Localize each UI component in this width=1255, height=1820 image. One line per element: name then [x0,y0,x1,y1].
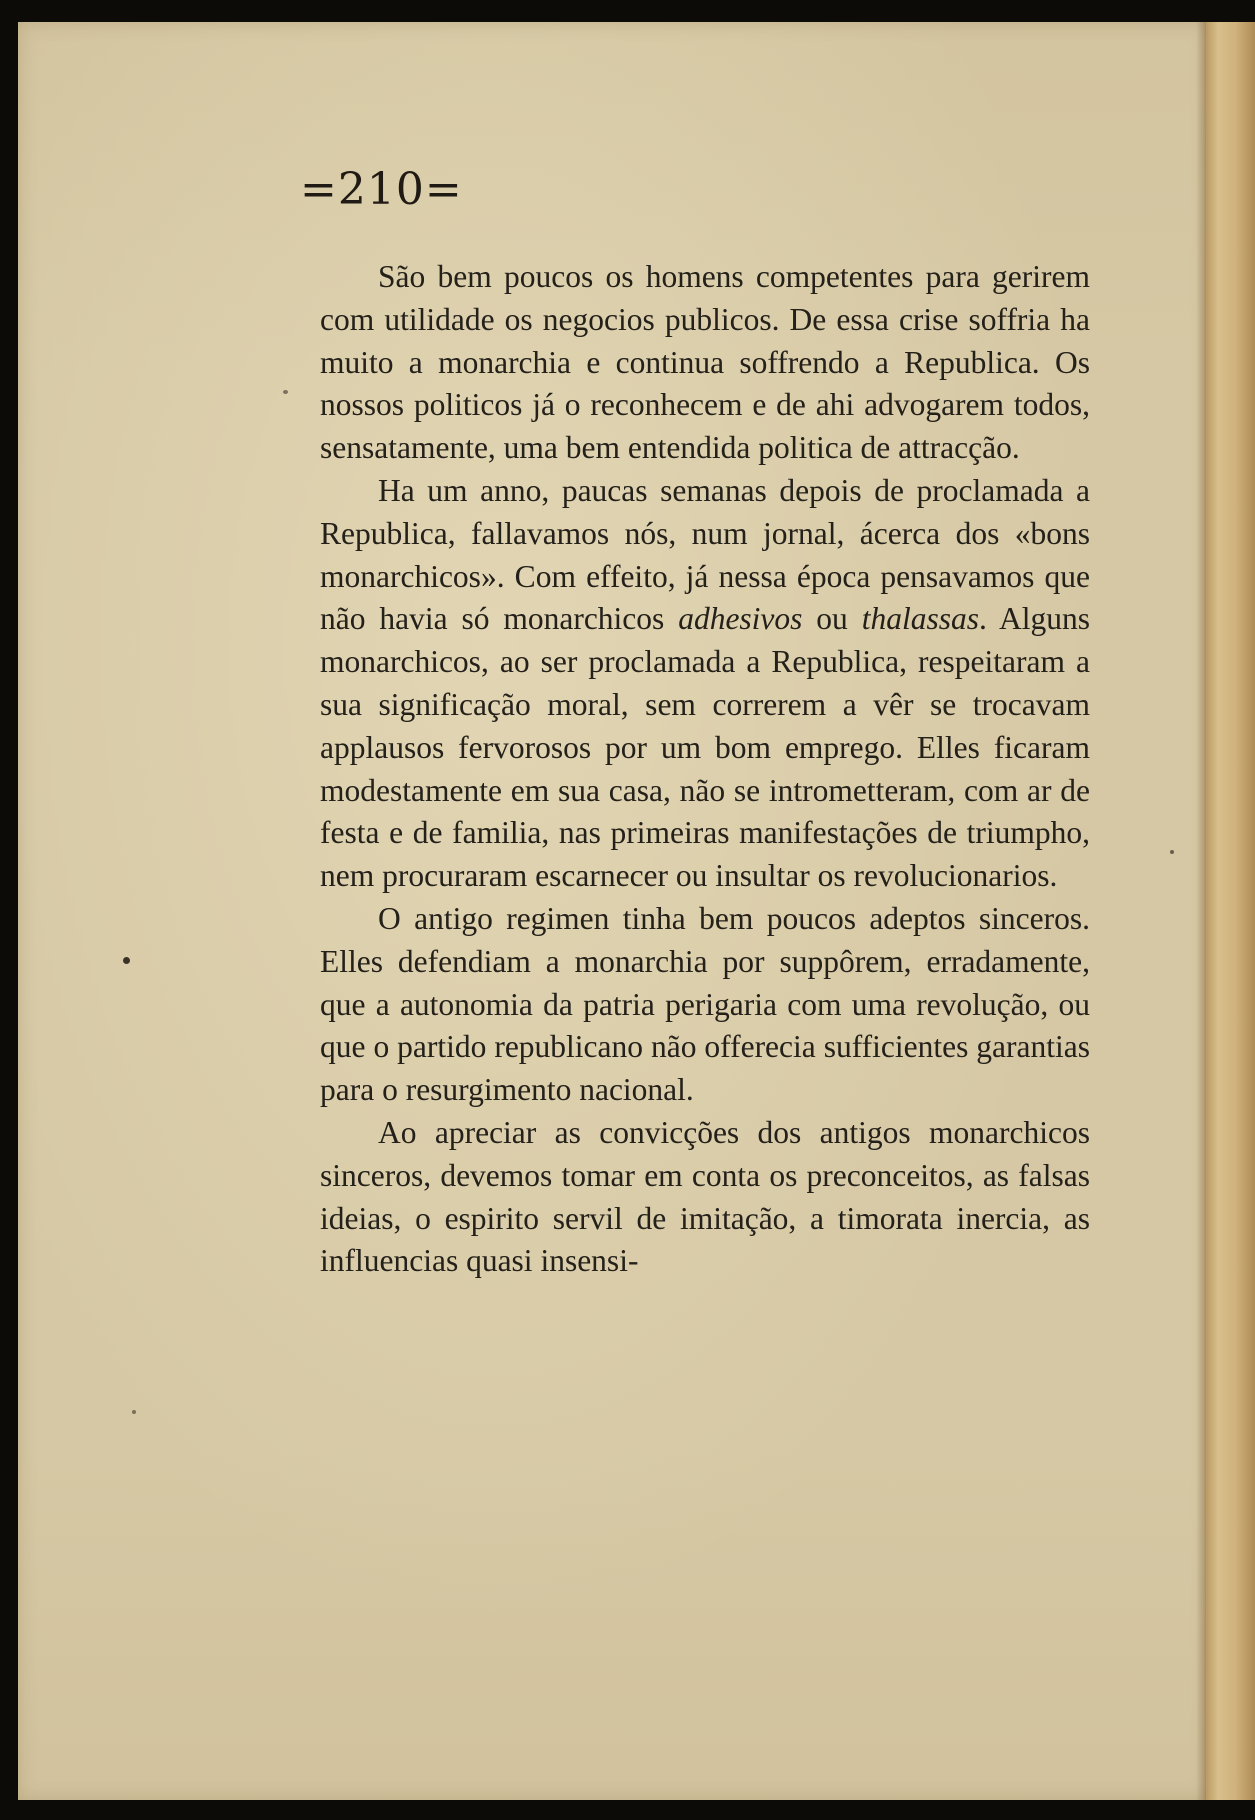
paper-speck [123,957,130,964]
italic-term-adhesivos: adhesivos [678,601,803,637]
page-number-value: 210 [337,164,425,215]
paper-speck [283,390,288,394]
body-text [320,256,1090,1283]
paragraph-3: O antigo regimen tinha bem poucos adeptos sinceros. Elles defendiam a monarchia por suppôrem, erradamente, que a autonomia da patria perigaria com uma revolução, ou que o partido republicano não offerecia sufficientes garantias para o resurgimento nacional. [320,900,1090,1108]
page-number-dash-left: = [300,164,338,215]
paragraph-2 [320,470,1090,898]
paper-speck [132,1410,136,1414]
page-number [300,164,463,215]
italic-term-thalassas: thalassas [861,601,979,637]
paragraph-1: São bem poucos os homens competentes para gerirem com utilidade os negocios publicos. De essa crise soffria ha muito a monarchia e continua soffrendo a Republica. Os nossos politicos já o reconhecem e de ahi advogarem todos, sensatamente, uma bem entendida politica de attracção. [320,259,1090,466]
paragraph-4: Ao apreciar as convicções dos antigos monarchicos sinceros, devemos tomar em conta os preconceitos, as falsas ideias, o espirito servil de imitação, a timorata inercia, as influencias quasi insensi- [320,1114,1090,1279]
paragraph-2-part-1: Ha um anno, paucas semanas depois de proclamada a Republica, fallavamos nós, num jornal, ácerca dos «bons monarchicos». Com effeito, já nessa época pensavamos que não havia só monarchicos [320,472,1090,637]
page-number-dash-right: = [424,164,463,215]
paragraph-2-part-3: . Alguns monarchicos, ao ser proclamada a Republica, respeitaram a sua significação moral, sem correrem a vêr se trocavam applausos fervorosos por um bom emprego. Elles ficaram modestamente em sua casa, não se intrometteram, com ar de festa e de familia, nas primeiras manifestações de triumpho, nem procuraram escarnecer ou insultar os revolucionarios. [320,601,1090,894]
adjacent-page-edge [1206,22,1255,1800]
paragraph-2-part-2: ou [802,601,862,637]
paper-speck [1170,850,1174,854]
